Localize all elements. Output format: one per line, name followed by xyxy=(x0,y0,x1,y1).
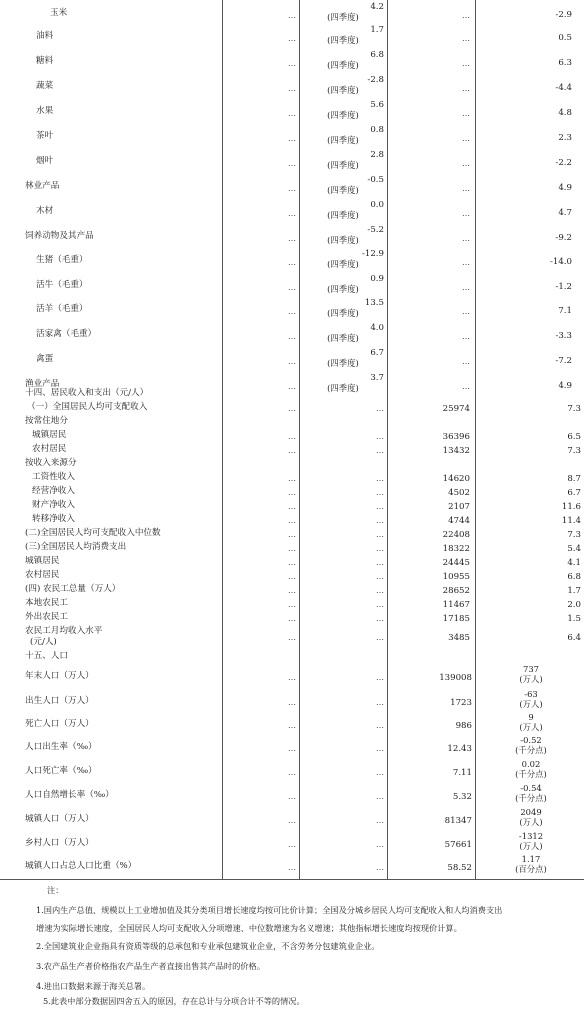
ellipsis-cell: … xyxy=(288,34,296,43)
quarter-value: -5.2 xyxy=(367,225,384,235)
row-label: 活家禽（毛重） xyxy=(36,329,97,339)
change-unit: (万人) xyxy=(519,699,543,709)
ellipsis-cell: … xyxy=(288,488,296,497)
ellipsis-cell: … xyxy=(462,159,470,168)
ellipsis-cell: … xyxy=(376,586,384,595)
quarter-value: 13.5 xyxy=(364,298,384,308)
ellipsis-cell: … xyxy=(376,446,384,455)
quarter-note: (四季度) xyxy=(327,308,359,318)
ellipsis-cell: … xyxy=(288,614,296,623)
table-row xyxy=(0,148,584,172)
ellipsis-cell: … xyxy=(288,530,296,539)
ellipsis-cell: … xyxy=(288,768,296,777)
value-cell: 10955 xyxy=(442,572,470,582)
quarter-value: 3.7 xyxy=(370,373,384,383)
quarter-value: -0.5 xyxy=(367,175,384,185)
row-label: 饲养动物及其产品 xyxy=(25,231,94,241)
table-row xyxy=(0,471,584,485)
ellipsis-cell: … xyxy=(462,382,470,391)
note-5: 5.此表中部分数据因四舍五入的原因，存在总计与分项合计不等的情况。 xyxy=(43,996,305,1006)
ellipsis-cell: … xyxy=(376,404,384,413)
value-cell: 139008 xyxy=(439,673,472,683)
row-label: 城镇人口（万人） xyxy=(25,814,94,824)
table-row xyxy=(0,806,584,830)
value-cell: 4744 xyxy=(448,516,470,526)
ellipsis-cell: … xyxy=(376,502,384,511)
table-row xyxy=(0,527,584,541)
quarter-note: (四季度) xyxy=(327,185,359,195)
ellipsis-cell: … xyxy=(288,357,296,366)
change-unit: (千分点) xyxy=(515,745,547,755)
quarter-note: (四季度) xyxy=(327,12,359,22)
ellipsis-cell: … xyxy=(288,474,296,483)
table-row xyxy=(0,853,584,877)
ellipsis-cell: … xyxy=(288,816,296,825)
ellipsis-cell: … xyxy=(288,332,296,341)
value-cell: 11467 xyxy=(442,600,470,610)
quarter-note: (四季度) xyxy=(327,135,359,145)
growth-value: 2.0 xyxy=(567,600,581,610)
row-label: 人口死亡率（‰） xyxy=(25,766,97,776)
value-cell: 25974 xyxy=(442,404,470,414)
change-unit: (千分点) xyxy=(515,793,547,803)
quarter-note: (四季度) xyxy=(327,110,359,120)
value-cell: 5.32 xyxy=(452,792,472,802)
ellipsis-cell: … xyxy=(288,572,296,581)
growth-value: 7.3 xyxy=(567,446,581,456)
ellipsis-cell: … xyxy=(288,544,296,553)
quarter-note: (四季度) xyxy=(327,358,359,368)
ellipsis-cell: … xyxy=(376,474,384,483)
table-row xyxy=(0,123,584,147)
row-label: 死亡人口（万人） xyxy=(25,719,94,729)
change-value: 1.17 xyxy=(521,854,541,864)
value-cell: 2107 xyxy=(448,502,470,512)
table-row xyxy=(0,0,584,24)
growth-value: 1.5 xyxy=(567,614,581,624)
table-row xyxy=(0,198,584,222)
growth-value: 7.3 xyxy=(567,530,581,540)
row-label: 渔业产品 xyxy=(25,379,60,389)
table-row xyxy=(0,734,584,758)
row-label: 转移净收入 xyxy=(32,514,75,524)
quarter-value: 0.9 xyxy=(370,274,384,284)
table-row xyxy=(0,569,584,583)
ellipsis-cell: … xyxy=(288,109,296,118)
ellipsis-cell: … xyxy=(288,209,296,218)
ellipsis-cell: … xyxy=(462,59,470,68)
row-label: 油料 xyxy=(36,31,54,41)
value-cell: 13432 xyxy=(442,446,470,456)
table-row xyxy=(0,457,584,471)
growth-value: 1.7 xyxy=(567,586,581,596)
row-label: 活羊（毛重） xyxy=(36,304,88,314)
value-cell: 17185 xyxy=(442,614,470,624)
row-label: 出生人口（万人） xyxy=(25,696,94,706)
ellipsis-cell: … xyxy=(288,307,296,316)
ellipsis-cell: … xyxy=(288,792,296,801)
ellipsis-cell: … xyxy=(288,840,296,849)
row-label: 工资性收入 xyxy=(32,472,75,482)
ellipsis-cell: … xyxy=(462,332,470,341)
table-row xyxy=(0,73,584,97)
growth-value: 7.1 xyxy=(558,306,572,316)
ellipsis-cell: … xyxy=(288,404,296,413)
table-row xyxy=(0,663,584,687)
quarter-value: -12.9 xyxy=(361,249,384,259)
table-row xyxy=(0,401,584,415)
table-row xyxy=(0,541,584,555)
note-1b: 增速为实际增长速度，全国居民人均可支配收入分项增速、中位数增速为名义增速；其他指标增长速度均按现价计算。 xyxy=(36,923,462,933)
table-row xyxy=(0,223,584,247)
growth-value: 5.4 xyxy=(567,544,581,554)
growth-value: 6.3 xyxy=(558,58,572,68)
row-label: 禽蛋 xyxy=(36,354,54,364)
growth-value: -7.2 xyxy=(555,356,572,366)
row-label: 城镇人口占总人口比重（%） xyxy=(25,861,137,871)
row-label: 茶叶 xyxy=(36,131,54,141)
change-unit: (千分点) xyxy=(515,769,547,779)
quarter-note: (四季度) xyxy=(327,60,359,70)
quarter-value: 0.8 xyxy=(370,125,384,135)
value-cell: 57661 xyxy=(444,840,472,850)
quarter-value: 0.0 xyxy=(370,200,384,210)
table-row xyxy=(0,48,584,72)
quarter-note: (四季度) xyxy=(327,383,359,393)
row-label: 水果 xyxy=(36,106,54,116)
ellipsis-cell: … xyxy=(288,744,296,753)
value-cell: 12.43 xyxy=(447,744,472,754)
quarter-note: (四季度) xyxy=(327,160,359,170)
ellipsis-cell: … xyxy=(462,209,470,218)
ellipsis-cell: … xyxy=(376,673,384,682)
ellipsis-cell: … xyxy=(288,159,296,168)
row-label: 生猪（毛重） xyxy=(36,255,88,265)
row-label: 经营净收入 xyxy=(32,486,75,496)
growth-value: -2.2 xyxy=(555,158,572,168)
note-3: 3.农产品生产者价格指农产品生产者直接出售其产品时的价格。 xyxy=(36,961,265,971)
table-row xyxy=(0,650,584,664)
quarter-value: 1.7 xyxy=(370,25,384,35)
ellipsis-cell: … xyxy=(376,721,384,730)
table-row xyxy=(0,688,584,712)
row-label: (四) 农民工总量（万人） xyxy=(25,584,121,594)
value-cell: 7.11 xyxy=(452,768,472,778)
row-label: 玉米 xyxy=(50,8,68,18)
row-label: （一）全国居民人均可支配收入 xyxy=(27,402,148,412)
table-row xyxy=(0,387,584,401)
growth-value: 4.9 xyxy=(558,381,572,391)
ellipsis-cell: … xyxy=(376,614,384,623)
ellipsis-cell: … xyxy=(376,572,384,581)
growth-value: 4.9 xyxy=(558,183,572,193)
ellipsis-cell: … xyxy=(288,673,296,682)
growth-value: 0.5 xyxy=(558,33,572,43)
ellipsis-cell: … xyxy=(288,446,296,455)
note-2: 2.全国建筑业企业指具有资质等级的总承包和专业承包建筑业企业，不含劳务分包建筑业企业。 xyxy=(36,941,380,951)
change-value: -1312 xyxy=(518,831,544,841)
table-row xyxy=(0,485,584,499)
ellipsis-cell: … xyxy=(462,234,470,243)
ellipsis-cell: … xyxy=(462,109,470,118)
ellipsis-cell: … xyxy=(376,744,384,753)
value-cell: 28652 xyxy=(442,586,470,596)
quarter-value: 5.6 xyxy=(370,100,384,110)
row-label: 年末人口（万人） xyxy=(25,671,94,681)
row-label-unit: (元/人) xyxy=(30,637,57,647)
growth-value: 8.7 xyxy=(567,474,581,484)
growth-value: 11.4 xyxy=(561,516,581,526)
table-row xyxy=(0,173,584,197)
quarter-note: (四季度) xyxy=(327,259,359,269)
quarter-value: 6.8 xyxy=(370,50,384,60)
table-row xyxy=(0,583,584,597)
table-row xyxy=(0,611,584,625)
table-row xyxy=(0,597,584,611)
row-label: 外出农民工 xyxy=(25,612,68,622)
table-row xyxy=(0,711,584,735)
notes-title: 注： xyxy=(47,885,64,895)
row-label: 林业产品 xyxy=(25,181,60,191)
ellipsis-cell: … xyxy=(288,863,296,872)
change-value: 2049 xyxy=(520,807,542,817)
value-cell: 14620 xyxy=(442,474,470,484)
row-label: 按收入来源分 xyxy=(25,458,77,468)
row-label: 农民工月均收入水平 xyxy=(25,626,103,636)
quarter-note: (四季度) xyxy=(327,284,359,294)
ellipsis-cell: … xyxy=(288,502,296,511)
ellipsis-cell: … xyxy=(288,558,296,567)
row-label: 糖料 xyxy=(36,56,54,66)
ellipsis-cell: … xyxy=(462,184,470,193)
ellipsis-cell: … xyxy=(462,258,470,267)
table-row xyxy=(0,23,584,47)
row-label: 本地农民工 xyxy=(25,598,68,608)
row-label: 按常住地分 xyxy=(25,416,68,426)
value-cell: 18322 xyxy=(442,544,470,554)
ellipsis-cell: … xyxy=(288,134,296,143)
note-4: 4.进出口数据来源于海关总署。 xyxy=(36,981,151,991)
change-value: -63 xyxy=(524,689,538,699)
ellipsis-cell: … xyxy=(288,721,296,730)
row-label: 十五、人口 xyxy=(25,651,68,661)
quarter-value: -2.8 xyxy=(367,75,384,85)
value-cell: 3485 xyxy=(448,633,470,643)
ellipsis-cell: … xyxy=(462,11,470,20)
ellipsis-cell: … xyxy=(288,84,296,93)
quarter-note: (四季度) xyxy=(327,35,359,45)
change-value: -0.52 xyxy=(520,735,542,745)
ellipsis-cell: … xyxy=(288,59,296,68)
growth-value: 6.7 xyxy=(567,488,581,498)
table-row xyxy=(0,247,584,271)
ellipsis-cell: … xyxy=(462,34,470,43)
ellipsis-cell: … xyxy=(288,600,296,609)
ellipsis-cell: … xyxy=(288,382,296,391)
value-cell: 58.52 xyxy=(447,863,472,873)
table-row xyxy=(0,321,584,345)
growth-value: 4.1 xyxy=(567,558,581,568)
row-label: 农村居民 xyxy=(32,444,67,454)
ellipsis-cell: … xyxy=(376,816,384,825)
ellipsis-cell: … xyxy=(376,768,384,777)
table-row xyxy=(0,758,584,782)
note-1a: 1.国内生产总值、规模以上工业增加值及其分类项目增长速度均按可比价计算；全国及分城乡居民人均可支配收入和人均消费支出 xyxy=(36,905,503,915)
row-label: 烟叶 xyxy=(36,156,54,166)
ellipsis-cell: … xyxy=(376,840,384,849)
change-value: 9 xyxy=(528,712,534,722)
table-row xyxy=(0,443,584,457)
growth-value: -1.2 xyxy=(555,282,572,292)
row-label: 农村居民 xyxy=(25,570,60,580)
row-label: 十四、居民收入和支出（元/人） xyxy=(25,388,149,398)
ellipsis-cell: … xyxy=(376,698,384,707)
row-label: (二)全国居民人均可支配收入中位数 xyxy=(25,528,161,538)
change-unit: (万人) xyxy=(519,817,543,827)
ellipsis-cell: … xyxy=(462,84,470,93)
row-label: 乡村人口（万人） xyxy=(25,838,94,848)
ellipsis-cell: … xyxy=(376,544,384,553)
table-row xyxy=(0,625,584,647)
growth-value: 6.5 xyxy=(567,432,581,442)
value-cell: 81347 xyxy=(444,816,472,826)
growth-value: 6.4 xyxy=(567,633,581,643)
quarter-value: 4.2 xyxy=(370,2,384,12)
quarter-note: (四季度) xyxy=(327,85,359,95)
ellipsis-cell: … xyxy=(376,863,384,872)
table-row xyxy=(0,429,584,443)
row-label: 财产净收入 xyxy=(32,500,75,510)
growth-value: -14.0 xyxy=(549,257,572,267)
value-cell: 1723 xyxy=(450,698,472,708)
table-row xyxy=(0,499,584,513)
ellipsis-cell: … xyxy=(462,283,470,292)
growth-value: 4.8 xyxy=(558,108,572,118)
ellipsis-cell: … xyxy=(462,307,470,316)
ellipsis-cell: … xyxy=(376,432,384,441)
quarter-note: (四季度) xyxy=(327,333,359,343)
ellipsis-cell: … xyxy=(462,357,470,366)
value-cell: 986 xyxy=(455,721,472,731)
table-row xyxy=(0,272,584,296)
ellipsis-cell: … xyxy=(288,698,296,707)
value-cell: 36396 xyxy=(442,432,470,442)
table-row xyxy=(0,830,584,854)
change-unit: (万人) xyxy=(519,722,543,732)
change-value: -0.54 xyxy=(520,783,542,793)
row-label: 城镇居民 xyxy=(25,556,60,566)
change-unit: (百分点) xyxy=(515,864,547,874)
growth-value: 11.6 xyxy=(561,502,581,512)
table-row xyxy=(0,346,584,370)
table-row xyxy=(0,513,584,527)
quarter-value: 4.0 xyxy=(370,323,384,333)
value-cell: 4502 xyxy=(448,488,470,498)
ellipsis-cell: … xyxy=(288,516,296,525)
growth-value: -3.3 xyxy=(555,331,572,341)
row-label: 城镇居民 xyxy=(32,430,67,440)
ellipsis-cell: … xyxy=(376,633,384,642)
ellipsis-cell: … xyxy=(288,633,296,642)
change-value: 737 xyxy=(523,664,539,674)
ellipsis-cell: … xyxy=(288,184,296,193)
ellipsis-cell: … xyxy=(288,11,296,20)
ellipsis-cell: … xyxy=(376,516,384,525)
ellipsis-cell: … xyxy=(288,432,296,441)
ellipsis-cell: … xyxy=(288,283,296,292)
table-row xyxy=(0,555,584,569)
change-unit: (万人) xyxy=(519,674,543,684)
table-row xyxy=(0,782,584,806)
ellipsis-cell: … xyxy=(288,586,296,595)
ellipsis-cell: … xyxy=(288,234,296,243)
row-label: 木材 xyxy=(36,206,54,216)
quarter-note: (四季度) xyxy=(327,210,359,220)
ellipsis-cell: … xyxy=(376,530,384,539)
growth-value: 6.8 xyxy=(567,572,581,582)
value-cell: 22408 xyxy=(442,530,470,540)
growth-value: -2.9 xyxy=(555,10,572,20)
growth-value: -4.4 xyxy=(555,83,572,93)
ellipsis-cell: … xyxy=(376,488,384,497)
value-cell: 24445 xyxy=(442,558,470,568)
growth-value: 4.7 xyxy=(558,208,572,218)
row-label: (三)全国居民人均消费支出 xyxy=(25,542,127,552)
ellipsis-cell: … xyxy=(376,600,384,609)
ellipsis-cell: … xyxy=(376,792,384,801)
growth-value: -9.2 xyxy=(555,233,572,243)
table-row xyxy=(0,98,584,122)
growth-value: 2.3 xyxy=(558,133,572,143)
growth-value: 7.3 xyxy=(567,404,581,414)
row-label: 活牛（毛重） xyxy=(36,280,88,290)
row-label: 人口自然增长率（‰） xyxy=(25,790,114,800)
quarter-value: 6.7 xyxy=(370,348,384,358)
ellipsis-cell: … xyxy=(376,558,384,567)
ellipsis-cell: … xyxy=(462,134,470,143)
change-unit: (万人) xyxy=(519,841,543,851)
row-label: 蔬菜 xyxy=(36,81,54,91)
quarter-value: 2.8 xyxy=(370,150,384,160)
row-label: 人口出生率（‰） xyxy=(25,742,97,752)
table-bottom-border xyxy=(0,879,584,880)
table-row xyxy=(0,415,584,429)
quarter-note: (四季度) xyxy=(327,235,359,245)
change-value: 0.02 xyxy=(521,759,541,769)
ellipsis-cell: … xyxy=(288,258,296,267)
table-row xyxy=(0,296,584,320)
